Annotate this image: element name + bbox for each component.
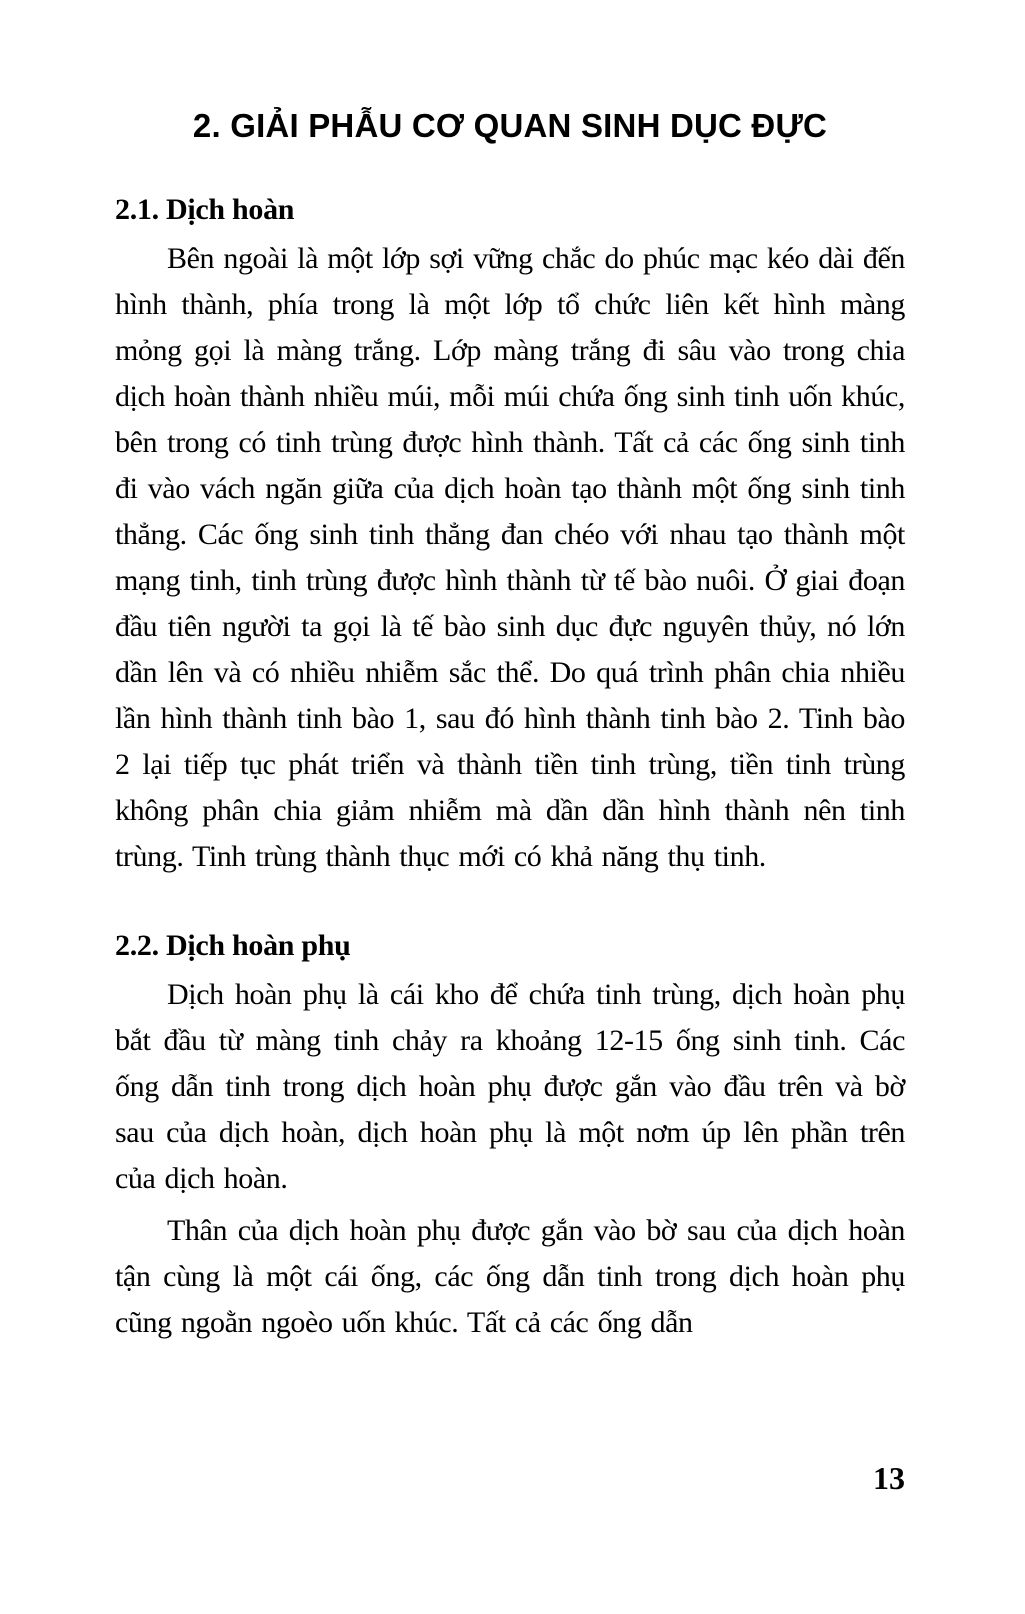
chapter-title: 2. GIẢI PHẪU CƠ QUAN SINH DỤC ĐỰC <box>192 107 828 144</box>
page-content <box>115 0 905 1346</box>
page-number: 13 <box>873 1460 905 1496</box>
section-2-2-paragraph-1: Dịch hoàn phụ là cái kho để chứa tinh trùng, dịch hoàn phụ bắt đầu từ màng tinh chảy ra khoảng 12-15 ống sinh tinh. Các ống dẫn tinh trong dịch hoàn phụ được gắn vào đầu trên và bờ sau của dịch hoàn, dịch hoàn phụ là một nơm úp lên phần trên của dịch hoàn. <box>115 978 905 1195</box>
section-2-2-paragraph-2: Thân của dịch hoàn phụ được gắn vào bờ sau của dịch hoàn tận cùng là một cái ống, các ống dẫn tinh trong dịch hoàn phụ cũng ngoằn ngoèo uốn khúc. Tất cả các ống dẫn <box>115 1214 905 1339</box>
section-heading-2-2: 2.2. Dịch hoàn phụ <box>115 929 351 962</box>
section-2-1-paragraph: Bên ngoài là một lớp sợi vững chắc do phúc mạc kéo dài đến hình thành, phía trong là một lớp tổ chức liên kết hình màng mỏng gọi là màng trắng. Lớp màng trắng đi sâu vào trong chia dịch hoàn thành nhiều múi, mỗi múi chứa ống sinh tinh uốn khúc, bên trong có tinh trùng được hình thành. Tất cả các ống sinh tinh đi vào vách ngăn giữa của dịch hoàn tạo thành một ống sinh tinh thẳng. Các ống sinh tinh thẳng đan chéo với nhau tạo thành một mạng tinh, tinh trùng được hình thành từ tế bào nuôi. Ở giai đoạn đầu tiên người ta gọi là tế bào sinh dục đực nguyên thủy, nó lớn dần lên và có nhiều nhiễm sắc thể. Do quá trình phân chia nhiều lần hình thành tinh bào 1, sau đó hình thành tinh bào 2. Tinh bào 2 lại tiếp tục phát triển và thành tiền tinh trùng, tiền tinh trùng không phân chia giảm nhiễm mà dần dần hình thành nên tinh trùng. Tinh trùng thành thục mới có khả năng thụ tinh. <box>115 242 905 873</box>
section-heading-2-1: 2.1. Dịch hoàn <box>115 193 295 226</box>
